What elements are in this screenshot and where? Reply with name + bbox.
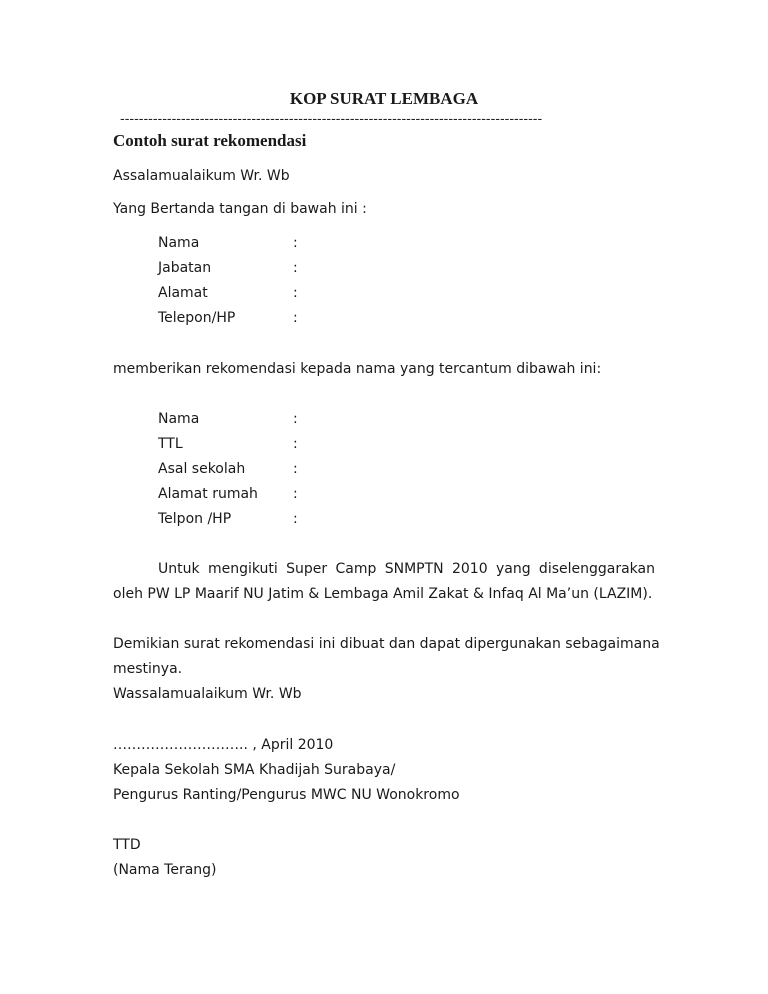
student-field-colon: : bbox=[293, 411, 298, 427]
signer-field-label: Alamat bbox=[158, 285, 208, 301]
student-field-label: Asal sekolah bbox=[158, 461, 246, 477]
student-field-colon: : bbox=[293, 486, 298, 502]
signer-field-colon: : bbox=[293, 260, 298, 276]
signer-title-line-1: Kepala Sekolah SMA Khadijah Surabaya/ bbox=[113, 762, 396, 778]
signer-field-label: Jabatan bbox=[158, 260, 212, 276]
student-field-label: Alamat rumah bbox=[158, 486, 258, 502]
farewell: Wassalamualaikum Wr. Wb bbox=[113, 686, 302, 702]
letter-subject: Contoh surat rekomendasi bbox=[113, 131, 307, 150]
letterhead-divider: ------------------------------------------------------------------------------------------ bbox=[120, 112, 543, 127]
student-field-label: Nama bbox=[158, 411, 200, 427]
signer-title-line-2: Pengurus Ranting/Pengurus MWC NU Wonokromo bbox=[113, 787, 460, 803]
student-field-colon: : bbox=[293, 511, 298, 527]
letterhead-title: KOP SURAT LEMBAGA bbox=[289, 89, 479, 108]
student-field-colon: : bbox=[293, 461, 298, 477]
signer-field-colon: : bbox=[293, 285, 298, 301]
greeting: Assalamualaikum Wr. Wb bbox=[113, 168, 290, 184]
signer-field-label: Telepon/HP bbox=[158, 310, 236, 326]
date-line: ……………………….. , April 2010 bbox=[113, 737, 334, 753]
signer-field-colon: : bbox=[293, 235, 298, 251]
purpose-paragraph-line-2: oleh PW LP Maarif NU Jatim & Lembaga Amil Zakat & Infaq Al Ma’un (LAZIM). bbox=[113, 586, 653, 602]
student-field-colon: : bbox=[293, 436, 298, 452]
recommend-text: memberikan rekomendasi kepada nama yang tercantum dibawah ini: bbox=[113, 361, 602, 377]
student-field-label: TTL bbox=[158, 436, 183, 452]
signature-mark: TTD bbox=[113, 837, 141, 853]
closing-paragraph-line-2: mestinya. bbox=[113, 661, 183, 677]
purpose-paragraph-line-1: Untuk mengikuti Super Camp SNMPTN 2010 yang diselenggarakan bbox=[158, 561, 655, 577]
signer-field-label: Nama bbox=[158, 235, 200, 251]
signer-field-colon: : bbox=[293, 310, 298, 326]
student-field-label: Telpon /HP bbox=[158, 511, 232, 527]
signer-name-placeholder: (Nama Terang) bbox=[113, 862, 217, 878]
closing-paragraph-line-1: Demikian surat rekomendasi ini dibuat dan dapat dipergunakan sebagaimana bbox=[113, 636, 660, 652]
intro-text: Yang Bertanda tangan di bawah ini : bbox=[113, 201, 367, 217]
